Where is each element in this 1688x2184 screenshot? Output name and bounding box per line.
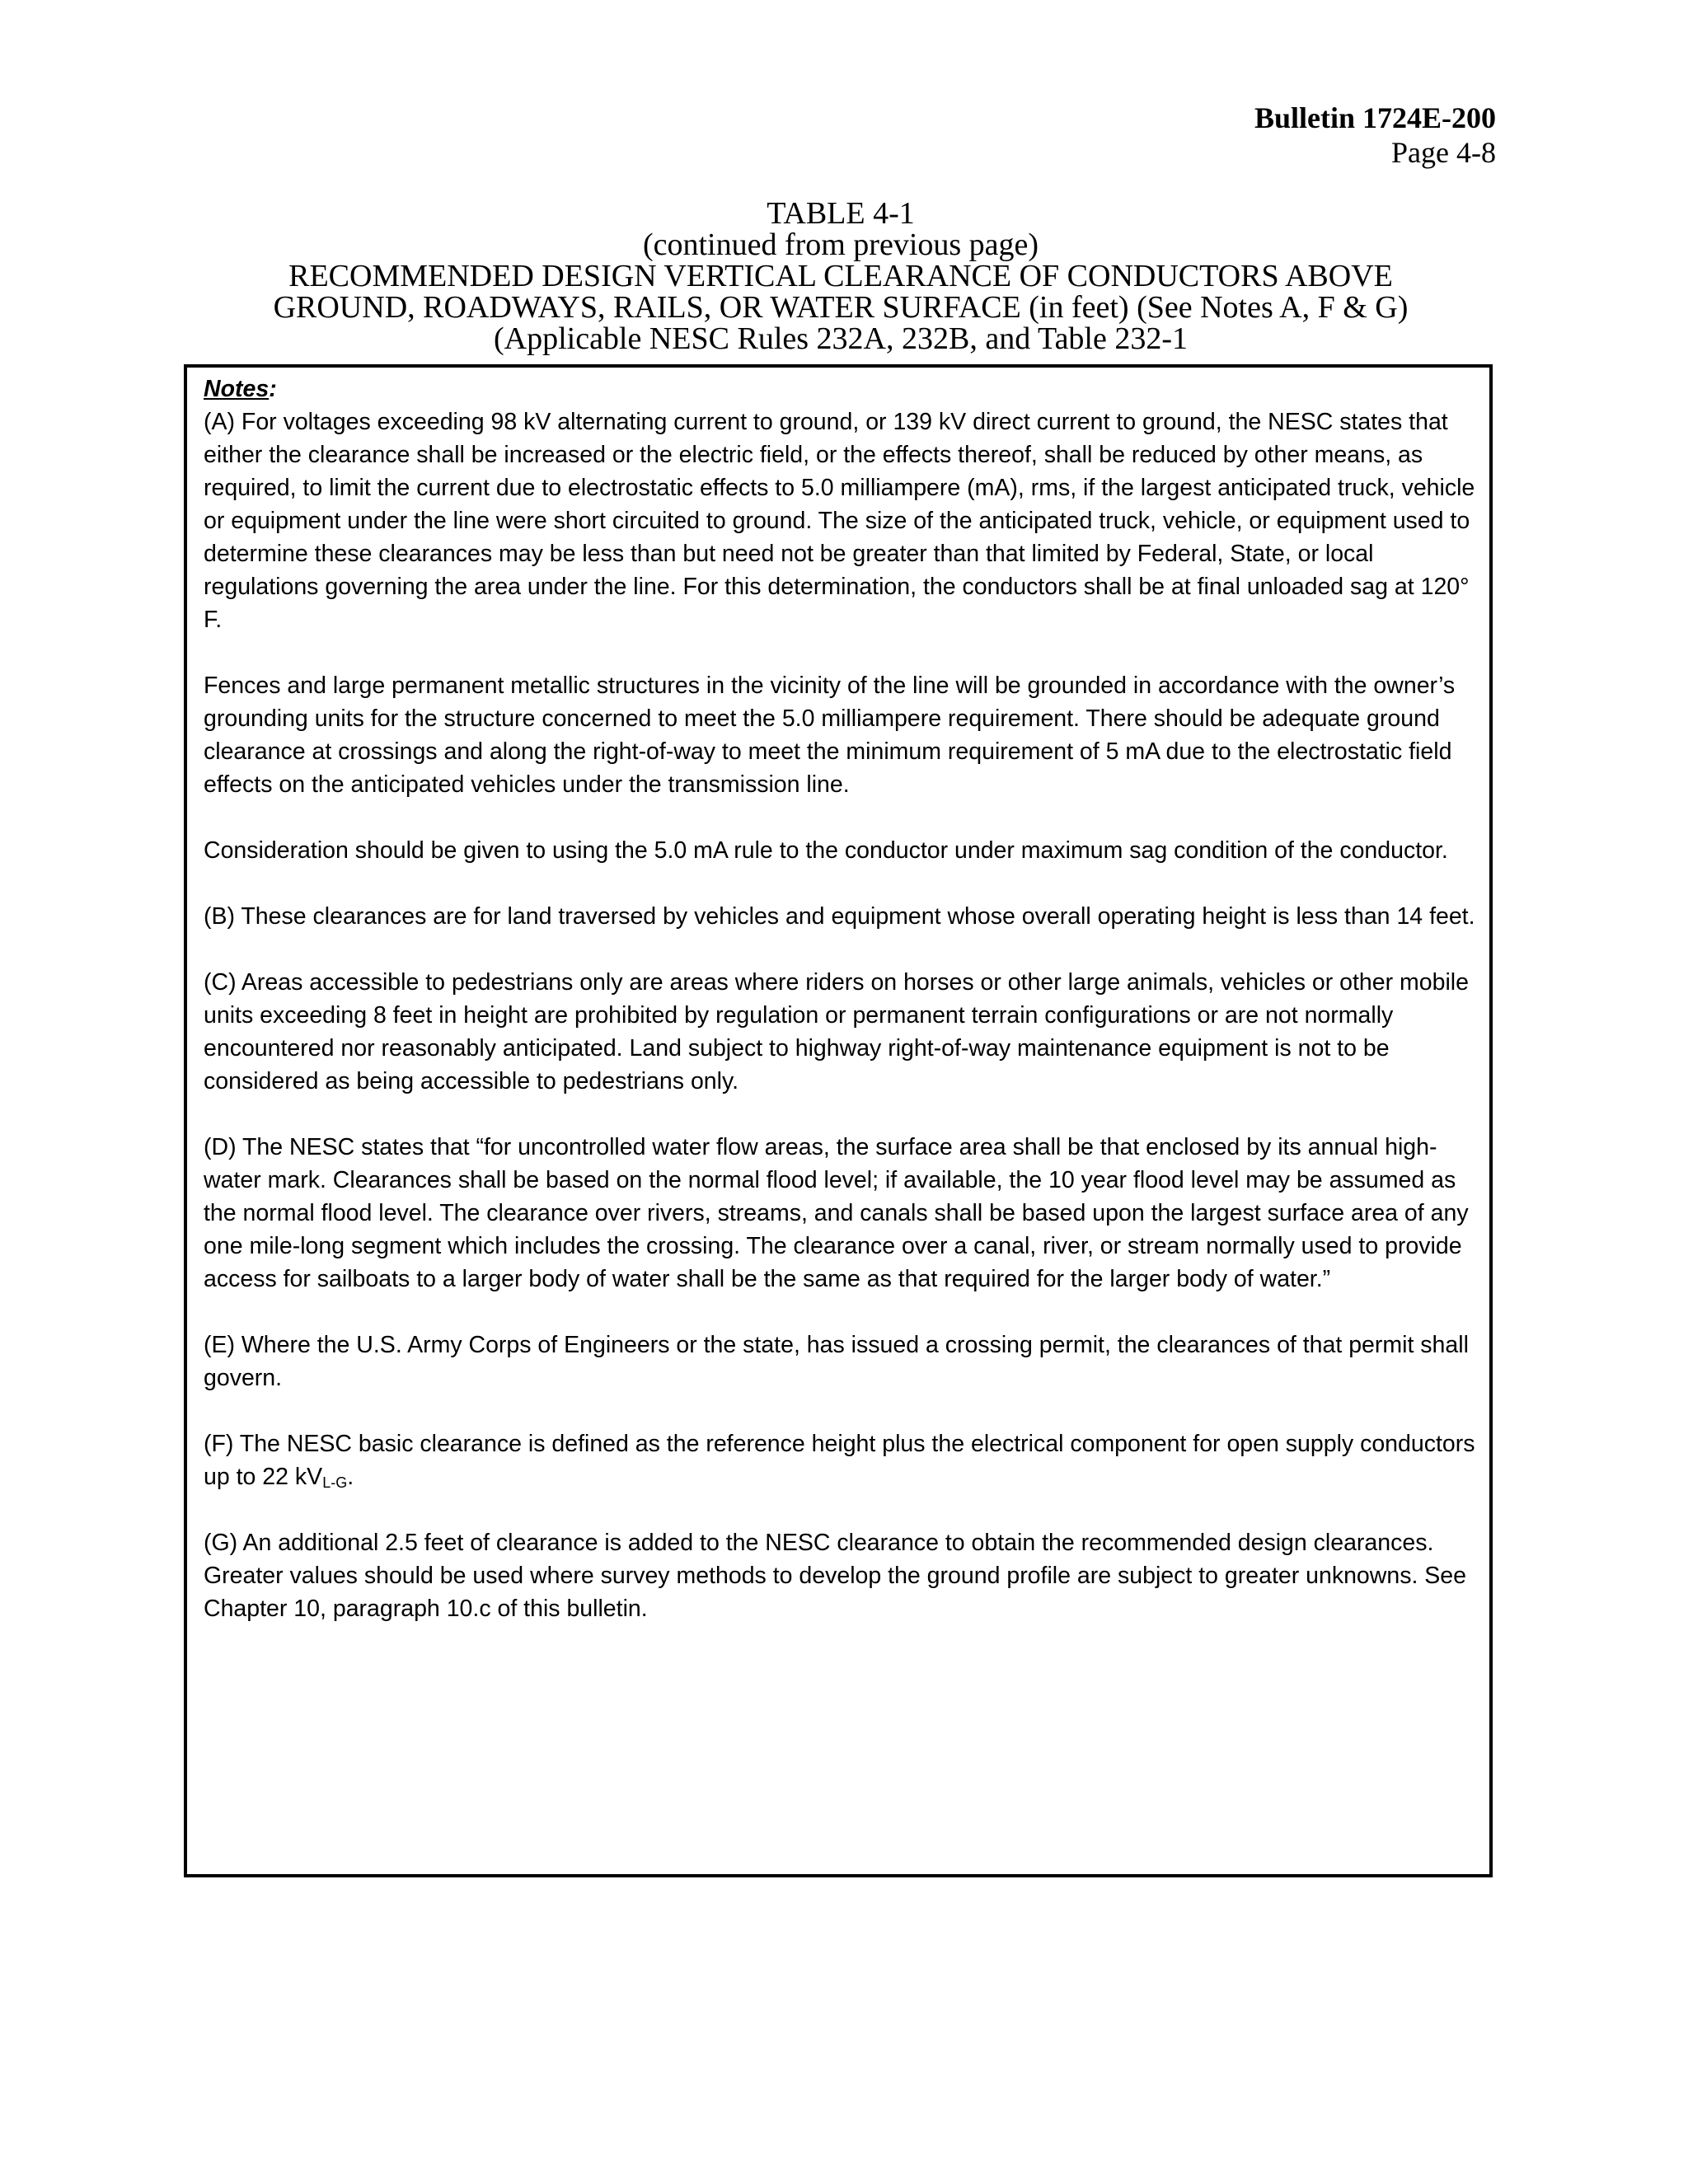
table-title-line-3: RECOMMENDED DESIGN VERTICAL CLEARANCE OF CONDUCTORS ABOVE: [288, 259, 1393, 293]
page-number: Page 4-8: [1391, 136, 1496, 169]
page-header: [1254, 101, 1496, 170]
note-f-end: .: [347, 1464, 354, 1490]
note-a-paragraph-2: Fences and large permanent metallic structures in the vicinity of the line will be grounded in accordance with the owner’s grounding units for the structure concerned to meet the 5.0 milliampere requirement. There should be adequate ground clearance at crossings and along the right-of-way to meet the minimum requirement of 5 mA due to the electrostatic field effects on the anticipated vehicles under the transmission line.: [204, 673, 1456, 798]
note-d: (D) The NESC states that “for uncontrolled water flow areas, the surface area shall be that enclosed by its annual high-water mark. Clearances shall be based on the normal flood level; if available, the 10 year flood level may be assumed as the normal flood level. The clearance over rivers, streams, and canals shall be based upon the largest surface area of any one mile-long segment which includes the crossing. The clearance over a canal, river, or stream normally used to provide access for sailboats to a larger body of water shall be the same as that required for the larger body of water.”: [204, 1134, 1469, 1292]
notes-box: [184, 364, 1493, 1877]
note-c: (C) Areas accessible to pedestrians only are areas where riders on horses or other large animals, vehicles or other mobile units exceeding 8 feet in height are prohibited by regulation or permanent terrain configurations or are not normally encountered nor reasonably anticipated. Land subject to highway right-of-way maintenance equipment is not to be considered as being accessible to pedestrians only.: [204, 969, 1469, 1094]
notes-heading: [204, 373, 1476, 405]
note-g: (G) An additional 2.5 feet of clearance is added to the NESC clearance to obtain the recommended design clearances. Greater values should be used where survey methods to develop the ground profile are subject to greater unknowns. See Chapter 10, paragraph 10.c of this bulletin.: [204, 1530, 1467, 1622]
note-f-subscript: L-G: [322, 1474, 348, 1491]
table-title: [184, 198, 1498, 354]
note-f: [204, 1427, 1476, 1493]
note-a-paragraph-3: Consideration should be given to using the 5.0 mA rule to the conductor under maximum sag condition of the conductor.: [204, 837, 1448, 864]
notes-heading-label: Notes: [204, 376, 270, 402]
bulletin-number: Bulletin 1724E-200: [1254, 101, 1496, 134]
table-title-line-4: GROUND, ROADWAYS, RAILS, OR WATER SURFACE (in feet) (See Notes A, F & G): [273, 290, 1409, 325]
note-a-paragraph-1: (A) For voltages exceeding 98 kV alternating current to ground, or 139 kV direct current to ground, the NESC states that either the clearance shall be increased or the electric field, or the effects thereof, shall be reduced by other means, as required, to limit the current due to electrostatic effects to 5.0 milliampere (mA), rms, if the largest anticipated truck, vehicle or equipment under the line were short circuited to ground. The size of the anticipated truck, vehicle, or equipment used to determine these clearances may be less than but need not be greater than that limited by Federal, State, or local regulations governing the area under the line. For this determination, the conductors shall be at final unloaded sag at 120° F.: [204, 409, 1475, 633]
table-title-line-5: (Applicable NESC Rules 232A, 232B, and Table 232-1: [493, 321, 1189, 356]
notes-heading-colon: :: [269, 376, 277, 402]
note-b: (B) These clearances are for land traversed by vehicles and equipment whose overall operating height is less than 14 feet.: [204, 903, 1475, 930]
note-e: (E) Where the U.S. Army Corps of Engineers or the state, has issued a crossing permit, the clearances of that permit shall govern.: [204, 1332, 1469, 1391]
table-title-line-2: (continued from previous page): [642, 227, 1039, 262]
note-f-text: (F) The NESC basic clearance is defined as the reference height plus the electrical component for open supply conductors up to 22 kV: [204, 1431, 1475, 1490]
table-title-line-1: TABLE 4-1: [767, 196, 915, 231]
